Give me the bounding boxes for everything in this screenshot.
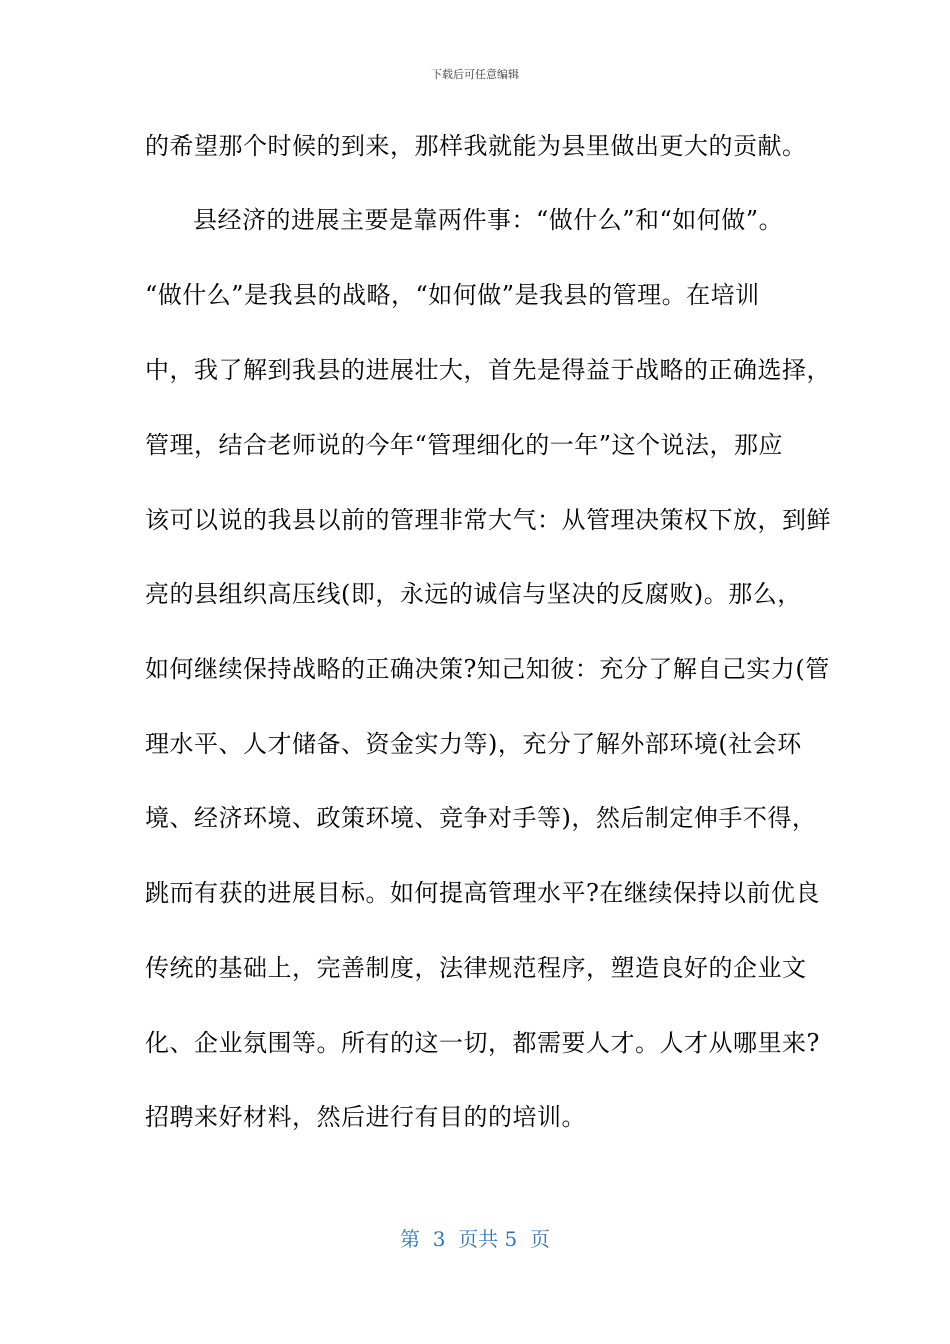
paragraph-start-line: 县经济的进展主要是靠两件事：“做什么”和“如何做”。 xyxy=(193,206,784,234)
body-line: 跳而有获的进展目标。如何提高管理水平?在继续保持以前优良 xyxy=(145,879,820,907)
header-note: 下载后可任意编辑 xyxy=(431,68,519,81)
body-line: 的希望那个时候的到来，那样我就能为县里做出更大的贡献。 xyxy=(145,132,807,160)
body-line: 亮的县组织高压线(即，永远的诚信与坚决的反腐败)。那么， xyxy=(145,580,802,608)
body-line: 招聘来好材料，然后进行有目的的培训。 xyxy=(145,1103,586,1131)
body-line: 境、经济环境、政策环境、竞争对手等)，然后制定伸手不得， xyxy=(145,804,817,832)
body-line: 理水平、人才储备、资金实力等)，充分了解外部环境(社会环 xyxy=(145,730,802,758)
body-line: 该可以说的我县以前的管理非常大气：从管理决策权下放，到鲜 xyxy=(145,506,831,534)
body-line: 化、企业氛围等。所有的这一切，都需要人才。人才从哪里来? xyxy=(145,1029,820,1057)
page-number-footer: 第 3 页共 5 页 xyxy=(400,1227,550,1251)
body-line: “做什么”是我县的战略，“如何做”是我县的管理。在培训 xyxy=(145,281,760,309)
body-line: 管理，结合老师说的今年“管理细化的一年”这个说法，那应 xyxy=(145,431,784,459)
body-line: 传统的基础上，完善制度，法律规范程序，塑造良好的企业文 xyxy=(145,954,807,982)
body-line: 中，我了解到我县的进展壮大，首先是得益于战略的正确选择， xyxy=(145,356,831,384)
body-line: 如何继续保持战略的正确决策?知己知彼：充分了解自己实力(管 xyxy=(145,655,830,683)
